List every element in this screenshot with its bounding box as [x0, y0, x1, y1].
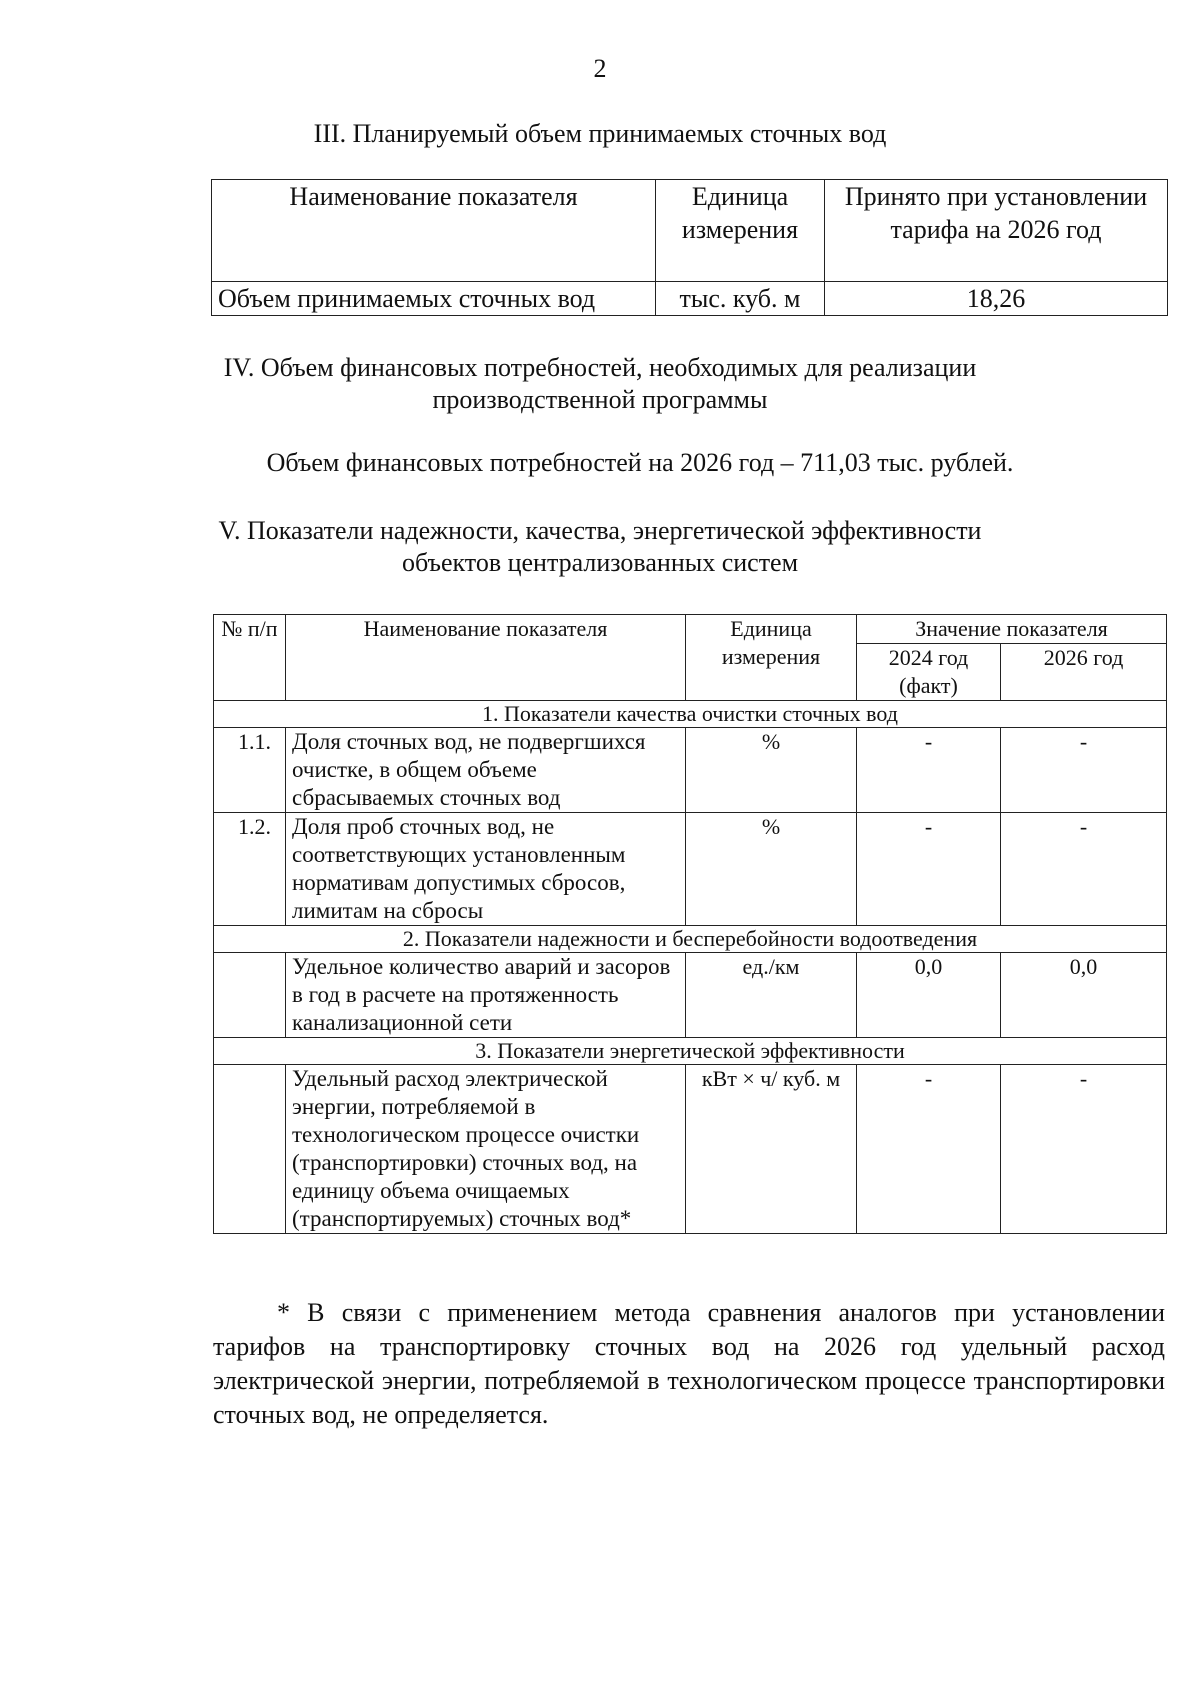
group-row-reliability [214, 926, 1167, 953]
group-title: 3. Показатели энергетической эффективности [214, 1038, 1167, 1065]
row-value-2024: - [857, 1065, 1001, 1234]
group-row-quality [214, 701, 1167, 728]
group-title: 2. Показатели надежности и бесперебойности водоотведения [214, 926, 1167, 953]
row-value-2024: 0,0 [857, 953, 1001, 1038]
header-indicator-name: Наименование показателя [286, 615, 686, 701]
header-indicator-value: Значение показателя [857, 615, 1167, 644]
row-number: 1.2. [214, 813, 286, 926]
section5-heading-line1: V. Показатели надежности, качества, энергетической эффективности [218, 516, 982, 545]
header-tariff-value: Принято при установлении тарифа на 2026 год [825, 180, 1168, 282]
section4-heading-line2: производственной программы [432, 385, 768, 414]
row-unit: кВт × ч/ куб. м [686, 1065, 857, 1234]
row-indicator-name: Удельный расход электрической энергии, потребляемой в технологическом процессе очистки (транспортировки) сточных вод, на единицу объема очищаемых (транспортируемых) сточных вод* [286, 1065, 686, 1234]
header-indicator-name: Наименование показателя [212, 180, 656, 282]
header-2024: 2024 год (факт) [857, 644, 1001, 701]
row-number: 1.1. [214, 728, 286, 813]
cell-value: 18,26 [825, 282, 1168, 316]
header-2026: 2026 год [1001, 644, 1167, 701]
table-row [212, 282, 1168, 316]
row-unit: % [686, 813, 857, 926]
section5-heading [0, 515, 1200, 579]
row-indicator-name: Удельное количество аварий и засоров в год в расчете на протяженность канализационной сети [286, 953, 686, 1038]
header-number: № п/п [214, 615, 286, 701]
indicators-table [213, 614, 1167, 1234]
row-value-2026: - [1001, 1065, 1167, 1234]
table-row [214, 953, 1167, 1038]
cell-indicator-name: Объем принимаемых сточных вод [212, 282, 656, 316]
page-number: 2 [593, 54, 607, 83]
row-value-2026: 0,0 [1001, 953, 1167, 1038]
row-value-2024: - [857, 813, 1001, 926]
table-header-row [212, 180, 1168, 282]
row-indicator-name: Доля проб сточных вод, не соответствующих установленным нормативам допустимых сбросов, лимитам на сбросы [286, 813, 686, 926]
row-unit: ед./км [686, 953, 857, 1038]
row-number [214, 1065, 286, 1234]
section5-heading-line2: объектов централизованных систем [401, 548, 799, 577]
row-unit: % [686, 728, 857, 813]
table-row [214, 728, 1167, 813]
row-value-2026: - [1001, 813, 1167, 926]
footnote: * В связи с применением метода сравнения аналогов при установлении тарифов на транспортировку сточных вод на 2026 год удельный расход электрической энергии, потребляемой в технологическом процессе транспортировки сточных вод, не определяется. [213, 1298, 1165, 1429]
section4-heading-line1: IV. Объем финансовых потребностей, необходимых для реализации [223, 353, 977, 382]
wastewater-volume-table [211, 179, 1168, 316]
section4-heading [0, 352, 1200, 416]
table-row [214, 1065, 1167, 1234]
financial-needs-sentence: Объем финансовых потребностей на 2026 год – 711,03 тыс. рублей. [266, 448, 1014, 477]
row-value-2026: - [1001, 728, 1167, 813]
header-unit: Единица измерения [656, 180, 825, 282]
group-title: 1. Показатели качества очистки сточных вод [214, 701, 1167, 728]
row-indicator-name: Доля сточных вод, не подвергшихся очистке, в общем объеме сбрасываемых сточных вод [286, 728, 686, 813]
table-row [214, 813, 1167, 926]
cell-unit: тыс. куб. м [656, 282, 825, 316]
header-unit: Единица измерения [686, 615, 857, 701]
section3-heading: III. Планируемый объем принимаемых сточных вод [313, 119, 887, 148]
group-row-energy [214, 1038, 1167, 1065]
row-number [214, 953, 286, 1038]
table-header-row [214, 615, 1167, 644]
row-value-2024: - [857, 728, 1001, 813]
